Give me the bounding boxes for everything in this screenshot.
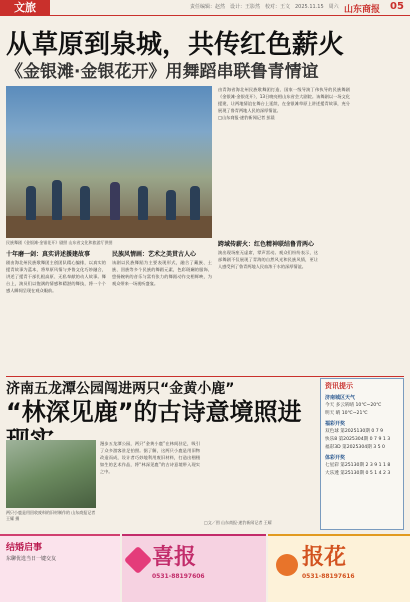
lottery-heading: 福彩开奖 <box>325 421 346 427</box>
weather-line: 明天 晴 10℃~21℃ <box>325 411 368 416</box>
dancer-figure <box>26 186 36 220</box>
lottery-heading: 体彩开奖 <box>325 455 346 461</box>
heart-icon <box>124 546 152 574</box>
story2-photo[interactable] <box>6 440 96 508</box>
dancer-figure <box>52 180 62 220</box>
story1-byline: □山东商报·速豹新闻记者 彭晨 <box>218 115 275 120</box>
page-meta: 责任编辑：赵然 设计：王影然 校对：王文 2025.11.15 周六 <box>190 4 339 10</box>
section-tag: 文旅 <box>0 0 50 16</box>
ad-wedding[interactable] <box>0 534 120 602</box>
story2-photo-caption: 两只小鹿是用回收废料的旧材制作的 山东商报记者 王耀 摄 <box>6 510 96 521</box>
ad-phone: 0531-88197616 <box>302 573 355 580</box>
weather-heading: 济南城区天气 <box>325 395 356 401</box>
ad-title: 报花 <box>302 545 347 570</box>
dancer-figure <box>166 190 176 220</box>
dancer-figure <box>190 186 200 220</box>
info-box <box>320 378 404 530</box>
story1-lead-text: 由青海省海北州民族歌舞团打造、国家一级导演丁伟执导的民族舞剧《金银滩·金银花开》，13日晚亮相山东省会大剧院。该舞剧以一场文化援建，让两地情谊在舞台上延续，在金银滩草原上讲述援青故事，充分展现了鲁青两地人民的深厚情谊。 <box>218 87 350 113</box>
story2-kicker: 济南五龙潭公园闯进两只“金黄小鹿” <box>6 381 235 397</box>
page-number: 05 <box>390 1 404 12</box>
story2-body: 漫步五龙潭公园，两只“金黄小鹿”在林间驻足，吸引了众多游客驻足拍照。据了解，这两只小鹿是用旧物改造而成，设计者巧妙地利用废旧材料，打造出栩栩如生的艺术作品，将“林深见鹿”的古诗意境带入现实之中。 <box>100 441 200 474</box>
story1-headline[interactable]: 从草原到泉城，共传红色薪火 <box>6 30 345 60</box>
lottery-line: 双色球 第2025130期 0 7 9 <box>325 429 384 434</box>
section-body: 剧由海北州民族歌舞团主创团队精心编排，以真实的援青故事为蓝本，将草原风情与齐鲁文化巧妙融合，讲述了援青干部扎根高原、无私奉献的动人故事。舞台上，演员们以饱满的情感和精湛的舞技，将一个个感人瞬间呈现在观众眼前。 <box>6 260 106 293</box>
story1-lead <box>218 86 350 238</box>
section-body: 演出现场座无虚席，掌声雷动。观众们纷纷表示，这部舞剧不仅展现了青海的自然风光和民族风情，更让人感受到了鲁青两地人民血浓于水的深厚情谊。 <box>218 250 318 269</box>
lottery-line: 福彩3D 第2025304期 3 5 0 <box>325 445 385 450</box>
ad-title: 结婚启事 <box>6 543 43 553</box>
story2-headline[interactable]: “林深见鹿”的古诗意境照进 <box>6 398 302 426</box>
ad-xibao[interactable] <box>122 534 266 602</box>
section-divider <box>6 376 404 377</box>
section-body: 该剧以民族舞蹈为主要表现形式，融合了藏族、土族、回族等多个民族的舞蹈元素，色彩斑斓的服饰、悠扬婉转的音乐与富有张力的舞蹈动作交相辉映，为观众带来一场视听盛宴。 <box>112 260 212 286</box>
story1-column <box>218 240 318 368</box>
ad-title: 喜报 <box>152 545 197 570</box>
story1-photo[interactable] <box>6 86 212 238</box>
brand-name: 山东商报 <box>344 5 381 15</box>
lottery-line: 大乐透 第25130期 0 5 1 4 2 3 <box>325 471 391 476</box>
ad-phone: 0531-88197606 <box>152 573 205 580</box>
story1-column <box>6 250 106 368</box>
dancer-figure <box>110 182 120 220</box>
weather-line: 今天 多云转晴 10℃~20℃ <box>325 403 382 408</box>
flower-icon <box>276 554 298 576</box>
ad-baohua[interactable] <box>268 534 410 602</box>
lottery-line: 七星彩 第25130期 2 3 9 1 1 8 <box>325 463 391 468</box>
lottery-line: 快乐8 第2025304期 0 7 9 1 3 <box>325 437 391 442</box>
dancer-figure <box>80 186 90 220</box>
story2-byline: □文／图 山东商报·速豹新闻记者 王耀 <box>204 520 272 525</box>
story1-subhead: 《金银滩·金银花开》用舞蹈串联鲁青情谊 <box>6 62 319 82</box>
dancer-figure <box>138 186 148 220</box>
section-heading: 民族风情画：艺术之美贯古人心 <box>112 251 197 258</box>
story1-column <box>112 250 212 368</box>
story1-photo-caption: 民族舞剧《金银滩·金银花开》剧照 山东省文化和旅游厅供图 <box>6 240 113 245</box>
stage-floor <box>6 216 212 238</box>
section-heading: 跨域传薪火：红色精神联结鲁青两心 <box>218 241 315 248</box>
info-box-title: 资讯提示 <box>325 382 353 390</box>
section-heading: 十年磨一剑：真实讲述援建故事 <box>6 251 91 258</box>
ad-text: 东聊优选当日一键交友 <box>6 556 57 562</box>
